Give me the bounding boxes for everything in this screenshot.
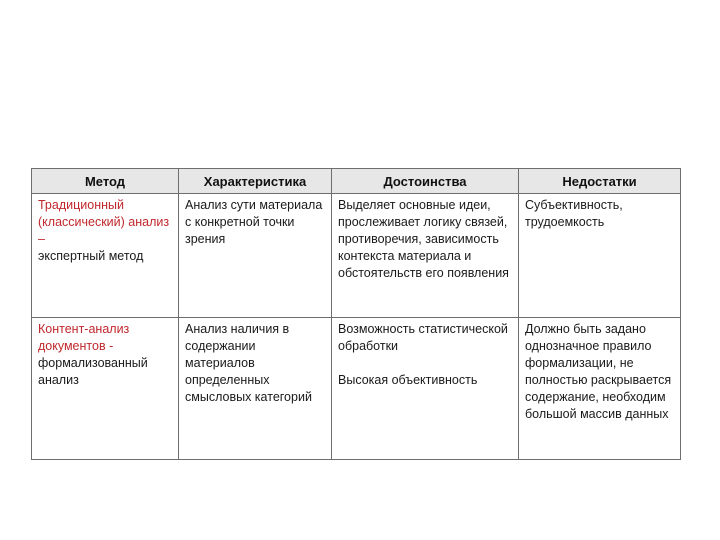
method-name: Традиционный (классический) анализ – xyxy=(38,198,170,246)
header-characteristic: Характеристика xyxy=(179,169,332,194)
method-name: Контент-анализ документов - xyxy=(38,322,130,353)
advantage-item: Высокая объективность xyxy=(338,373,478,387)
comparison-table xyxy=(31,168,681,460)
characteristic-cell: Анализ сути материала с конкретной точки зрения xyxy=(179,194,332,318)
method-type: экспертный метод xyxy=(38,249,144,263)
table-row xyxy=(32,318,681,460)
header-disadvantages: Недостатки xyxy=(519,169,681,194)
method-cell xyxy=(32,318,179,460)
header-row xyxy=(32,169,681,194)
method-type: формализованный анализ xyxy=(38,356,148,387)
disadvantages-cell: Субъективность, трудоемкость xyxy=(519,194,681,318)
characteristic-cell: Анализ наличия в содержании материалов определенных смысловых категорий xyxy=(179,318,332,460)
advantage-item: Возможность статистической обработки xyxy=(338,322,508,353)
table-row xyxy=(32,194,681,318)
header-method: Метод xyxy=(32,169,179,194)
method-cell xyxy=(32,194,179,318)
header-advantages: Достоинства xyxy=(332,169,519,194)
advantages-cell xyxy=(332,318,519,460)
disadvantages-cell: Должно быть задано однозначное правило формализации, не полностью раскрывается содержание, необходим большой массив данных xyxy=(519,318,681,460)
advantages-cell: Выделяет основные идеи, прослеживает логику связей, противоречия, зависимость контекста материала и обстоятельств его появления xyxy=(332,194,519,318)
